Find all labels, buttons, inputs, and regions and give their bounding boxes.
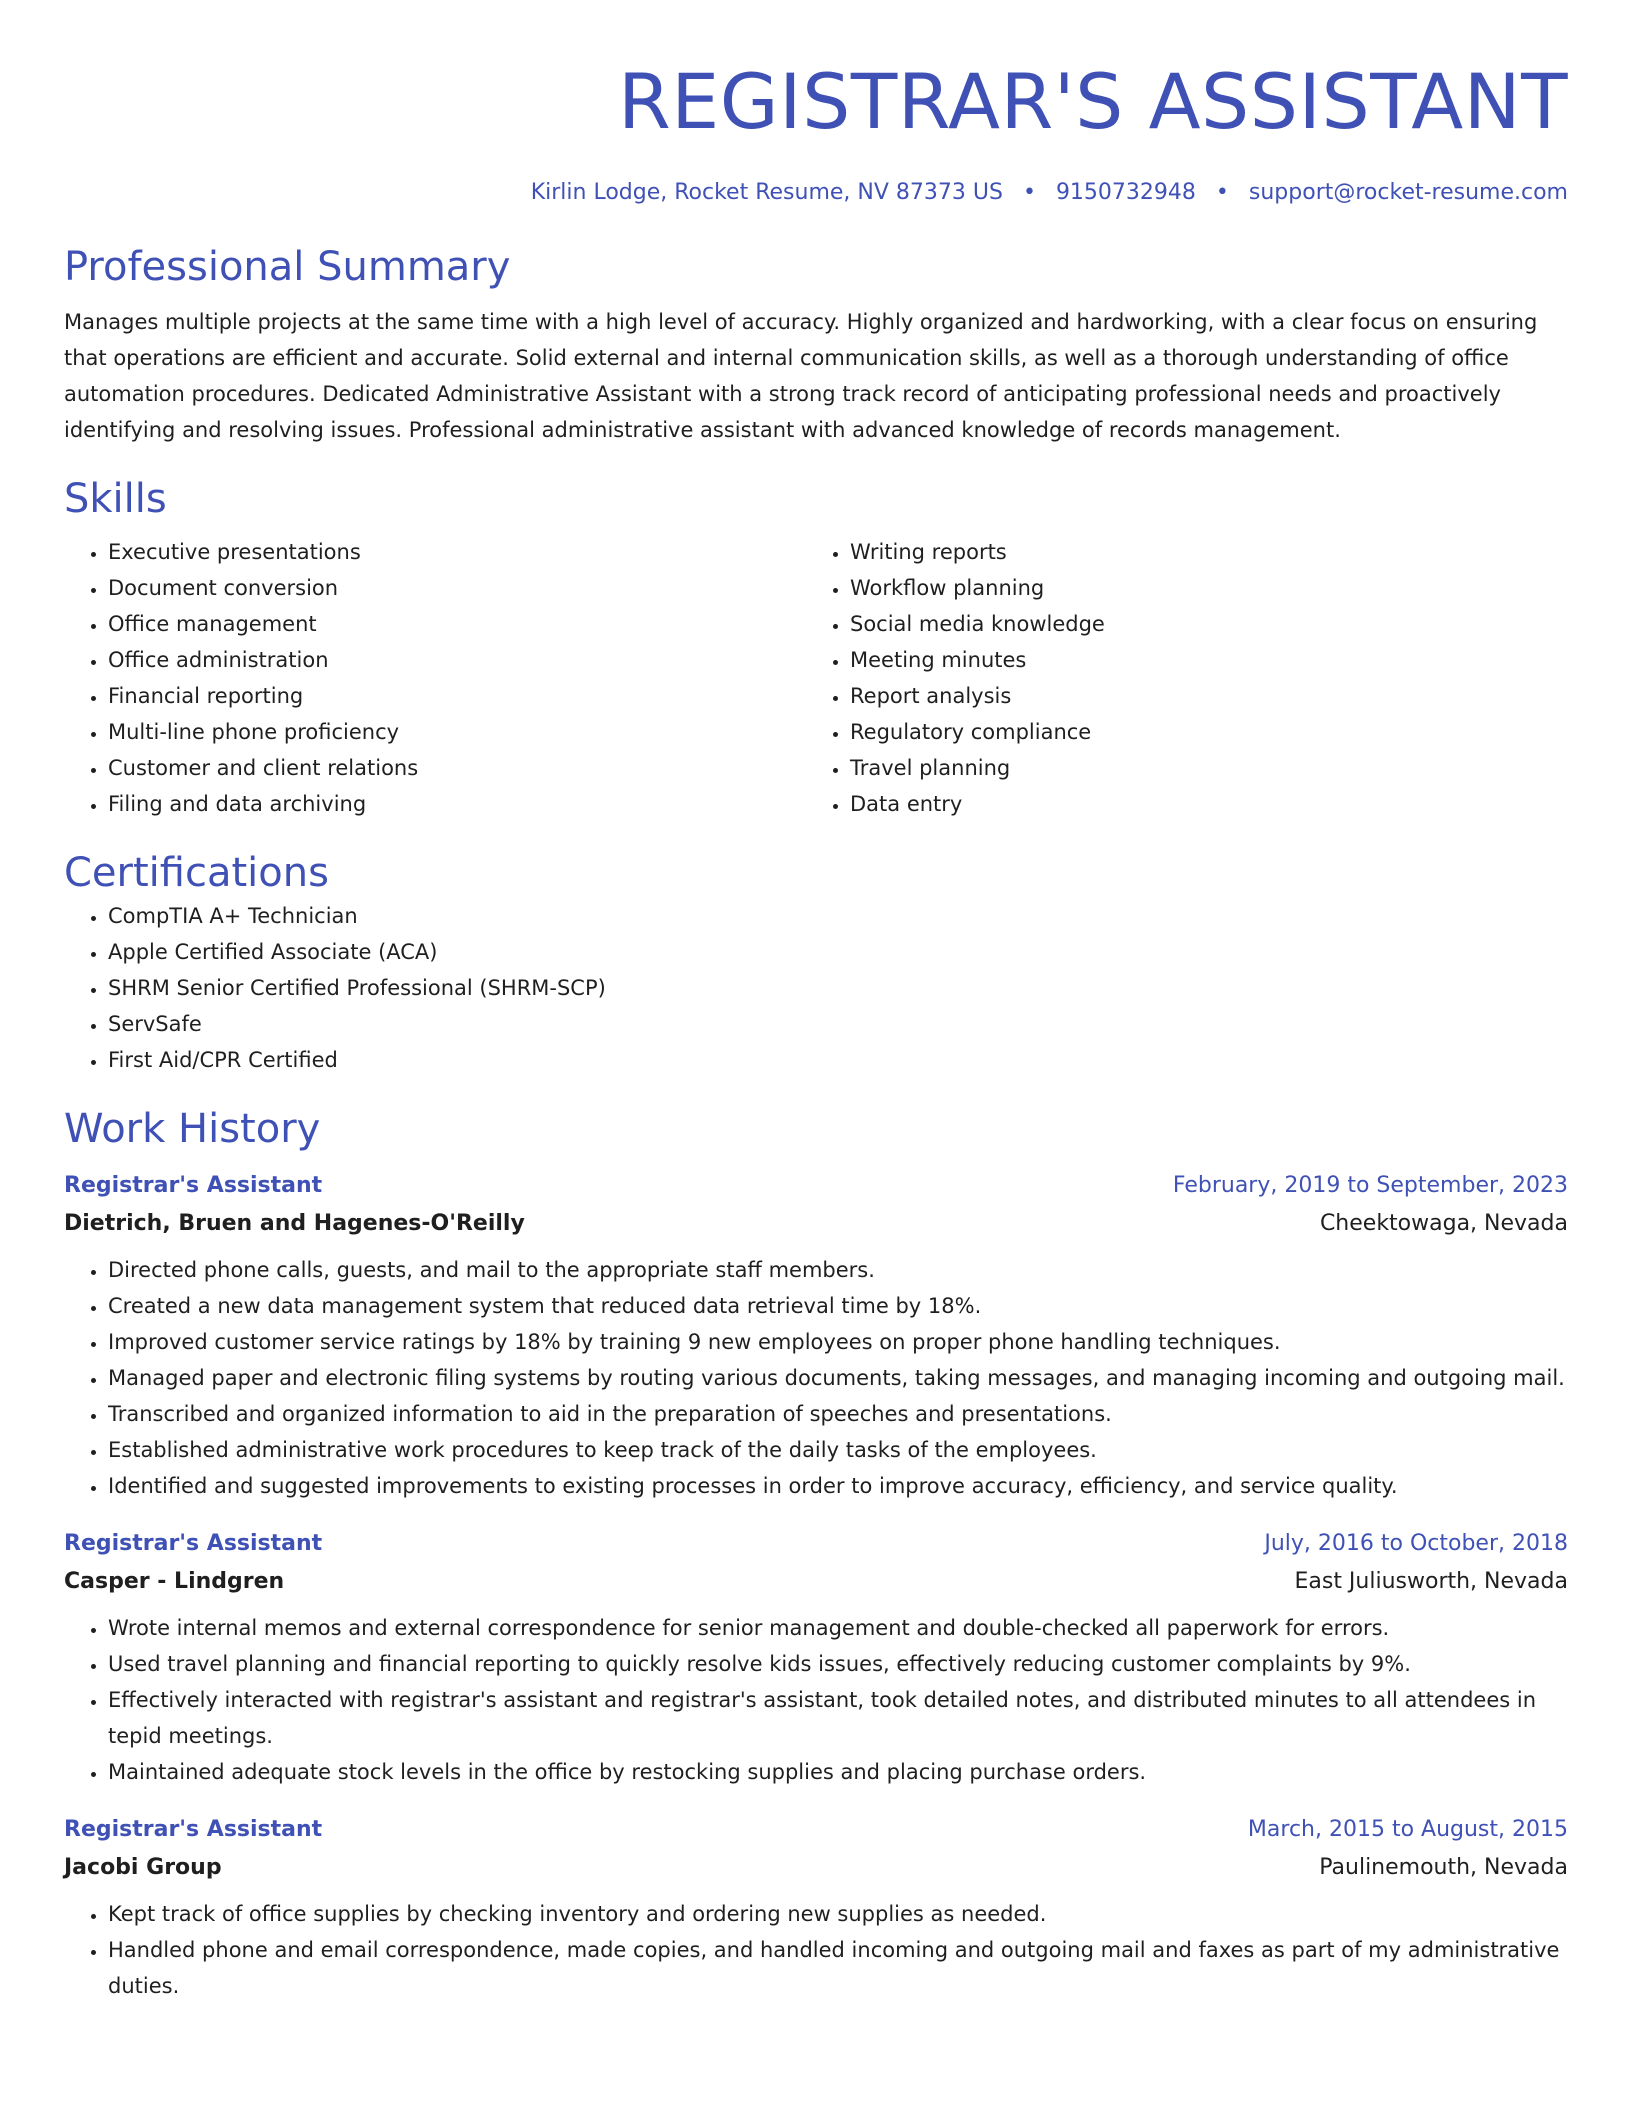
skill-item: • Regulatory compliance	[850, 714, 1548, 750]
contact-address: Kirlin Lodge, Rocket Resume, NV 87373 US	[530, 180, 1003, 205]
job-duties-list	[64, 1896, 1568, 2004]
certifications-list	[64, 898, 1568, 1078]
job-duty: • Improved customer service ratings by 18% by training 9 new employees on proper phone handling techniques.	[108, 1324, 1568, 1360]
resume-title: REGISTRAR'S ASSISTANT	[617, 57, 1568, 146]
skill-item: • Customer and client relations	[108, 750, 806, 786]
contact-separator: •	[1215, 180, 1229, 205]
contact-phone[interactable]: 9150732948	[1055, 180, 1196, 205]
job-title: Registrar's Assistant	[64, 1531, 323, 1556]
job-duty: • Created a new data management system that reduced data retrieval time by 18%.	[108, 1288, 1568, 1324]
skill-item: • Multi-line phone proficiency	[108, 714, 806, 750]
job-entry	[64, 1812, 1568, 2004]
job-company: Dietrich, Bruen and Hagenes-O'Reilly	[64, 1211, 525, 1236]
certifications-section	[64, 848, 1568, 1078]
job-duty: • Effectively interacted with registrar's assistant and registrar's assistant, took detailed notes, and distributed minutes to all attendees in tepid meetings.	[108, 1682, 1568, 1754]
skills-section	[64, 474, 1568, 822]
certification-item: • CompTIA A+ Technician	[108, 898, 1568, 934]
job-duty: • Established administrative work procedures to keep track of the daily tasks of the employees.	[108, 1432, 1568, 1468]
skill-item: • Workflow planning	[850, 570, 1548, 606]
contact-separator: •	[1022, 180, 1036, 205]
skills-list-left	[64, 534, 806, 822]
job-duty: • Handled phone and email correspondence, made copies, and handled incoming and outgoing mail and faxes as part of my administrative duties.	[108, 1932, 1568, 2004]
job-header-row	[64, 1812, 1568, 1848]
job-duty: • Managed paper and electronic filing systems by routing various documents, taking messages, and managing incoming and outgoing mail.	[108, 1360, 1568, 1396]
job-dates: February, 2019 to September, 2023	[1172, 1173, 1568, 1198]
summary-section	[64, 242, 1568, 448]
job-duties-list	[64, 1610, 1568, 1790]
certification-item: • First Aid/CPR Certified	[108, 1042, 1568, 1078]
skill-item: • Financial reporting	[108, 678, 806, 714]
skill-item: • Document conversion	[108, 570, 806, 606]
skills-grid	[64, 534, 1568, 822]
job-duty: • Identified and suggested improvements to existing processes in order to improve accuracy, efficiency, and service quality.	[108, 1468, 1568, 1504]
job-location: East Juliusworth, Nevada	[1294, 1569, 1568, 1594]
job-entry	[64, 1168, 1568, 1504]
job-location: Paulinemouth, Nevada	[1319, 1855, 1568, 1880]
skill-item: • Report analysis	[850, 678, 1548, 714]
skills-list-right	[806, 534, 1548, 822]
skill-item: • Office administration	[108, 642, 806, 678]
skill-item: • Executive presentations	[108, 534, 806, 570]
skill-item: • Social media knowledge	[850, 606, 1548, 642]
contact-email[interactable]: support@rocket-resume.com	[1248, 180, 1568, 205]
skill-item: • Filing and data archiving	[108, 786, 806, 822]
job-title: Registrar's Assistant	[64, 1173, 323, 1198]
skill-item: • Office management	[108, 606, 806, 642]
job-duty: • Wrote internal memos and external correspondence for senior management and double-checked all paperwork for errors.	[108, 1610, 1568, 1646]
skills-column-right	[806, 534, 1548, 822]
contact-line	[64, 178, 1568, 208]
summary-text: Manages multiple projects at the same time with a high level of accuracy. Highly organized and hardworking, with a clear focus on ensuring that operations are efficient and accurate. Solid external and internal communication skills, as well as a thorough understanding of office automation procedures. Dedicated Administrative Assistant with a strong track record of anticipating professional needs and proactively identifying and resolving issues. Professional administrative assistant with advanced knowledge of records management.	[64, 310, 1538, 442]
summary-heading: Professional Summary	[64, 244, 511, 290]
job-company: Casper - Lindgren	[64, 1569, 285, 1594]
skill-item: • Meeting minutes	[850, 642, 1548, 678]
job-dates: March, 2015 to August, 2015	[1247, 1817, 1568, 1842]
job-header-row	[64, 1526, 1568, 1562]
certification-item: • SHRM Senior Certified Professional (SHRM-SCP)	[108, 970, 1568, 1006]
resume-header	[64, 54, 1568, 208]
work-history-heading: Work History	[64, 1106, 321, 1152]
job-location: Cheektowaga, Nevada	[1319, 1211, 1568, 1236]
job-duty: • Kept track of office supplies by checking inventory and ordering new supplies as needed.	[108, 1896, 1568, 1932]
job-company-row	[64, 1204, 1568, 1244]
work-history-section	[64, 1104, 1568, 2004]
job-duty: • Directed phone calls, guests, and mail to the appropriate staff members.	[108, 1252, 1568, 1288]
job-company: Jacobi Group	[64, 1855, 222, 1880]
skills-column-left	[64, 534, 806, 822]
job-duty: • Maintained adequate stock levels in the office by restocking supplies and placing purchase orders.	[108, 1754, 1568, 1790]
job-title: Registrar's Assistant	[64, 1817, 323, 1842]
skill-item: • Travel planning	[850, 750, 1548, 786]
skill-item: • Writing reports	[850, 534, 1548, 570]
job-duty: • Used travel planning and financial reporting to quickly resolve kids issues, effectively reducing customer complaints by 9%.	[108, 1646, 1568, 1682]
certification-item: • ServSafe	[108, 1006, 1568, 1042]
certification-item: • Apple Certified Associate (ACA)	[108, 934, 1568, 970]
skills-heading: Skills	[64, 476, 167, 522]
job-dates: July, 2016 to October, 2018	[1264, 1531, 1568, 1556]
job-company-row	[64, 1848, 1568, 1888]
job-entry	[64, 1526, 1568, 1790]
job-duties-list	[64, 1252, 1568, 1504]
job-header-row	[64, 1168, 1568, 1204]
job-duty: • Transcribed and organized information to aid in the preparation of speeches and presentations.	[108, 1396, 1568, 1432]
skill-item: • Data entry	[850, 786, 1548, 822]
certifications-heading: Certifications	[64, 850, 329, 896]
job-company-row	[64, 1562, 1568, 1602]
